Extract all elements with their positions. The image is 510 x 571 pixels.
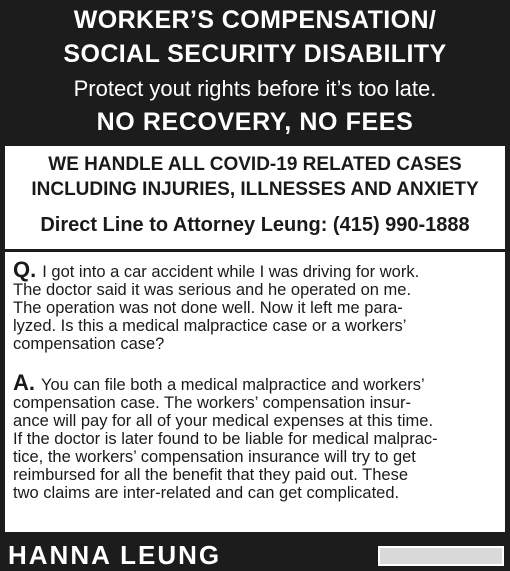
- content-panel: [5, 146, 505, 532]
- question-line: compensation case?: [13, 335, 165, 353]
- tagline: Protect yout rights before it’s too late.: [73, 76, 437, 101]
- question-line: The operation was not done well. Now it left me para-: [13, 299, 403, 317]
- question-line: The doctor said it was serious and he operated on me.: [13, 281, 412, 299]
- attorney-name: HANNA LEUNG: [8, 540, 222, 570]
- answer-line: tice, the workers’ compensation insurance will try to get: [13, 448, 416, 466]
- question-marker: Q.: [13, 257, 37, 282]
- headline-line-2: SOCIAL SECURITY DISABILITY: [63, 40, 447, 68]
- question-text: I got into a car accident while I was driving for work.: [42, 263, 420, 281]
- answer-text: You can file both a medical malpractice and workers’: [41, 376, 425, 394]
- covid-line-2: INCLUDING INJURIES, ILLNESSES AND ANXIETY: [31, 179, 479, 200]
- answer-line: compensation case. The workers’ compensation insur-: [13, 394, 412, 412]
- covid-line-1: WE HANDLE ALL COVID-19 RELATED CASES: [48, 154, 462, 175]
- divider: [5, 249, 505, 252]
- question-line: [13, 257, 501, 282]
- answer-line: ance will pay for all of your medical expenses at this time.: [13, 412, 434, 430]
- headline-line-1: WORKER’S COMPENSATION/: [73, 6, 437, 34]
- direct-line-phone: Direct Line to Attorney Leung: (415) 990-1888: [40, 214, 470, 236]
- answer-line: [13, 370, 501, 395]
- answer-line: If the doctor is later found to be liable for medical malprac-: [13, 430, 438, 448]
- question-line: lyzed. Is this a medical malpractice case or a workers’: [13, 317, 407, 335]
- attorney-photo: [378, 546, 504, 566]
- header-banner: [0, 0, 510, 144]
- question-block: [13, 257, 501, 353]
- answer-line: two claims are inter-related and can get complicated.: [13, 484, 400, 502]
- answer-marker: A.: [13, 370, 35, 395]
- no-fees-slogan: NO RECOVERY, NO FEES: [96, 108, 414, 136]
- footer-bar: [0, 532, 510, 570]
- answer-line: reimbursed for all the benefit that they paid out. These: [13, 466, 409, 484]
- answer-block: [13, 370, 501, 502]
